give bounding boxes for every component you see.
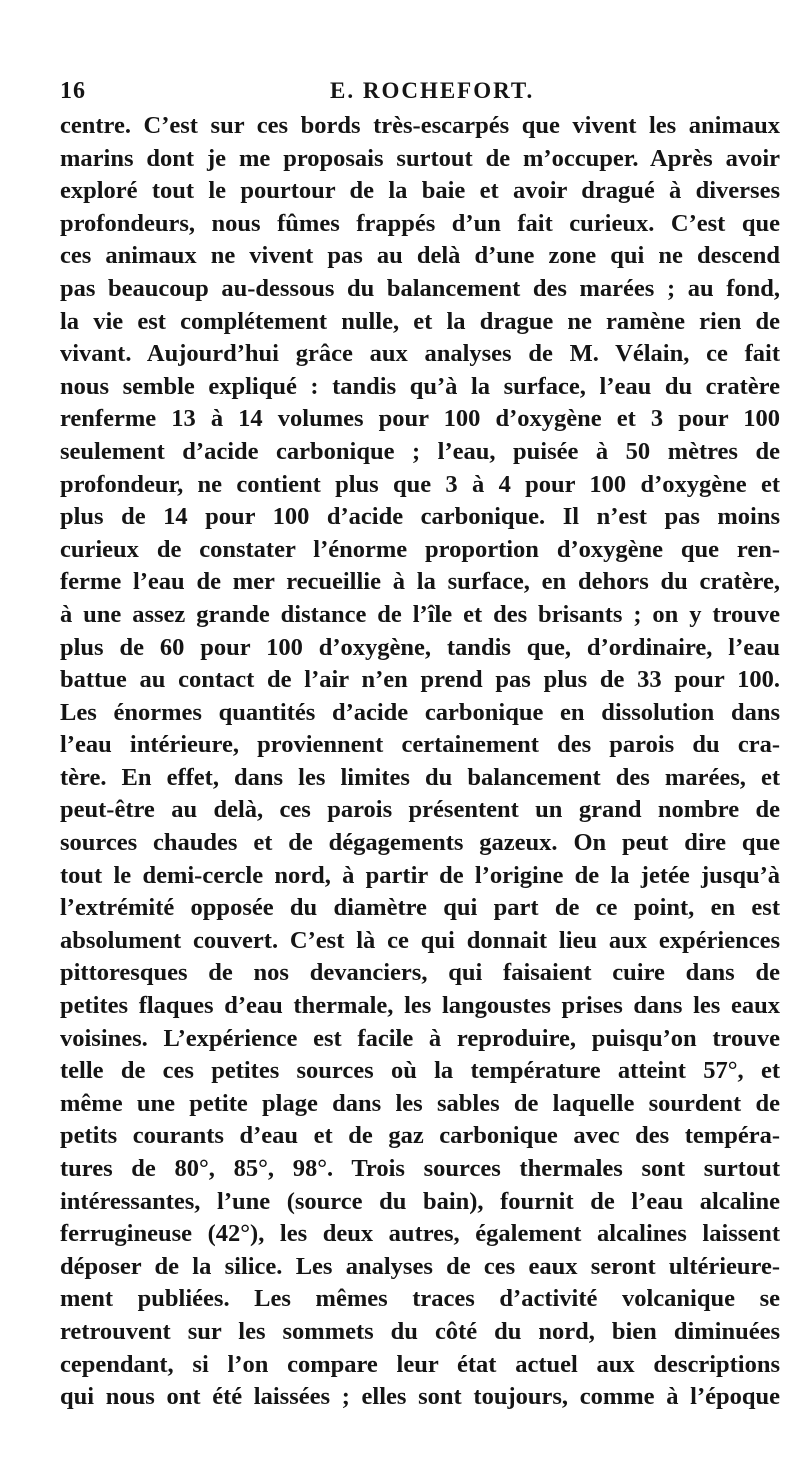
text-line: pittoresques de nos devanciers, qui faisaient cuire dans de: [60, 959, 780, 987]
text-line: profondeurs, nous fûmes frappés d’un fait curieux. C’est que: [60, 209, 780, 237]
text-line: sources chaudes et de dégagements gazeux. On peut dire que: [60, 829, 780, 857]
text-line: curieux de constater l’énorme proportion d’oxygène que ren-: [60, 535, 780, 563]
text-line: centre. C’est sur ces bords très-escarpés que vivent les animaux: [60, 112, 780, 139]
text-line: petits courants d’eau et de gaz carbonique avec des tempéra-: [60, 1122, 780, 1150]
text-line: qui nous ont été laissées ; elles sont toujours, comme à l’époque: [60, 1383, 780, 1411]
text-line: seulement d’acide carbonique ; l’eau, puisée à 50 mètres de: [60, 437, 780, 465]
text-line: absolument couvert. C’est là ce qui donnait lieu aux expériences: [60, 926, 780, 954]
text-line: marins dont je me proposais surtout de m’occuper. Après avoir: [60, 144, 780, 172]
text-line: déposer de la silice. Les analyses de ces eaux seront ultérieure-: [60, 1252, 780, 1280]
text-line: tures de 80°, 85°, 98°. Trois sources thermales sont surtout: [60, 1155, 780, 1182]
page-number: 16: [60, 78, 86, 104]
text-line: pas beaucoup au-dessous du balancement des marées ; au fond,: [60, 274, 780, 302]
text-line: vivant. Aujourd’hui grâce aux analyses de M. Vélain, ce fait: [60, 340, 780, 368]
body-text: [60, 110, 780, 1414]
text-line: tère. En effet, dans les limites du balancement des marées, et: [60, 763, 780, 791]
text-line: l’eau intérieure, proviennent certainement des parois du cra-: [60, 731, 780, 759]
text-line: retrouvent sur les sommets du côté du nord, bien diminuées: [60, 1317, 780, 1345]
text-line: nous semble expliqué : tandis qu’à la surface, l’eau du cratère: [60, 372, 780, 400]
text-line: ferrugineuse (42°), les deux autres, également alcalines laissent: [60, 1220, 780, 1248]
text-line: l’extrémité opposée du diamètre qui part de ce point, en est: [60, 894, 780, 922]
text-line: plus de 60 pour 100 d’oxygène, tandis que, d’ordinaire, l’eau: [60, 633, 780, 661]
text-line: cependant, si l’on compare leur état actuel aux descriptions: [60, 1350, 780, 1378]
text-line: intéressantes, l’une (source du bain), fournit de l’eau alcaline: [60, 1187, 780, 1215]
text-line: profondeur, ne contient plus que 3 à 4 pour 100 d’oxygène et: [60, 470, 780, 498]
text-line: Les énormes quantités d’acide carbonique en dissolution dans: [60, 698, 780, 726]
text-line: telle de ces petites sources où la température atteint 57°, et: [60, 1057, 780, 1085]
text-line: battue au contact de l’air n’en prend pas plus de 33 pour 100.: [60, 666, 780, 694]
text-line: renferme 13 à 14 volumes pour 100 d’oxygène et 3 pour 100: [60, 405, 780, 433]
page-header: [60, 76, 780, 106]
text-line: ment publiées. Les mêmes traces d’activité volcanique se: [60, 1285, 780, 1313]
text-line: petites flaques d’eau thermale, les langoustes prises dans les eaux: [60, 992, 780, 1020]
text-line: plus de 14 pour 100 d’acide carbonique. Il n’est pas moins: [60, 503, 780, 531]
running-head-author: E. ROCHEFORT.: [330, 78, 535, 103]
text-line: tout le demi-cercle nord, à partir de l’origine de la jetée jusqu’à: [60, 861, 780, 889]
text-line: même une petite plage dans les sables de laquelle sourdent de: [60, 1089, 780, 1117]
text-line: à une assez grande distance de l’île et des brisants ; on y trouve: [60, 600, 780, 628]
text-line: voisines. L’expérience est facile à reproduire, puisqu’on trouve: [60, 1024, 780, 1052]
text-line: ces animaux ne vivent pas au delà d’une zone qui ne descend: [60, 242, 780, 270]
text-line: ferme l’eau de mer recueillie à la surface, en dehors du cratère,: [60, 568, 780, 596]
text-line: exploré tout le pourtour de la baie et avoir dragué à diverses: [60, 177, 780, 205]
text-line: la vie est complétement nulle, et la drague ne ramène rien de: [60, 307, 780, 335]
text-line: peut-être au delà, ces parois présentent un grand nombre de: [60, 796, 780, 824]
